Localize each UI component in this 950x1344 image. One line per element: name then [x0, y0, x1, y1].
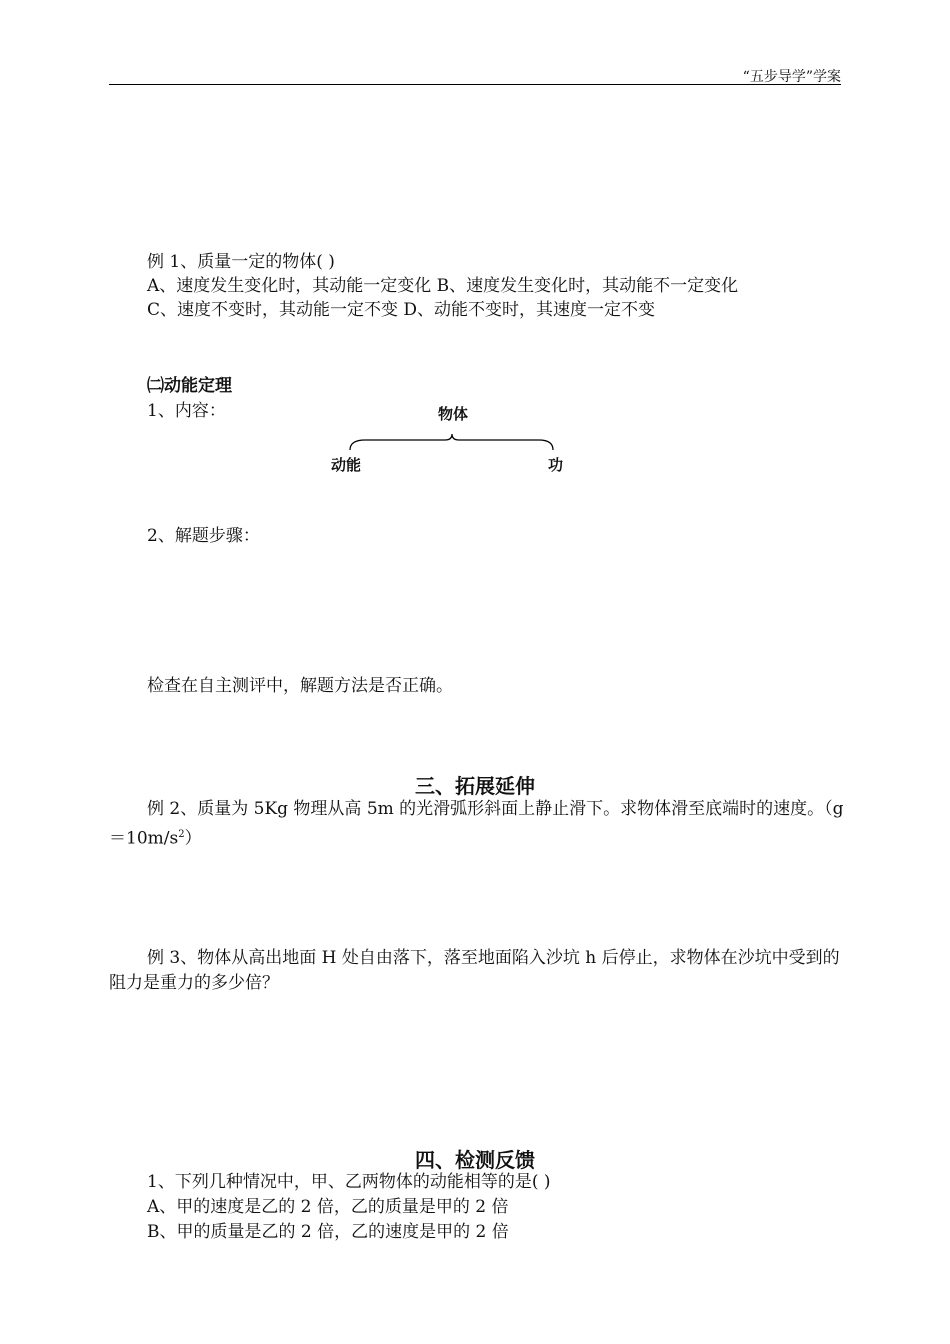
diagram-label-left: 动能 — [331, 456, 362, 474]
header-title: “五步导学”学案 — [742, 69, 841, 85]
section4-title: 四、检测反馈 — [415, 1148, 535, 1172]
section2-item2: 2、解题步骤： — [147, 526, 260, 546]
diagram-label-top: 物体 — [438, 405, 469, 423]
example3-text: 例 3、物体从高出地面 H 处自由落下，落至地面陷入沙坑 h 后停止，求物体在沙坑中受到的阻力是重力的多少倍？ — [109, 948, 840, 993]
example1-question: 例 1、质量一定的物体( ) — [147, 252, 335, 272]
example1-options-cd: C、速度不变时，其动能一定不变 D、动能不变时，其速度一定不变 — [147, 300, 656, 320]
section3-title: 三、拓展延伸 — [415, 774, 535, 798]
diagram-label-right: 功 — [548, 456, 564, 474]
example2-text: 例 2、质量为 5Kg 物理从高 5m 的光滑弧形斜面上静止滑下。求物体滑至底端时的速度。$(g=10m/s^2)$ — [109, 799, 844, 849]
section4-option-b: B、甲的质量是乙的 2 倍，乙的速度是甲的 2 倍 — [147, 1222, 509, 1242]
diagram-brace — [345, 432, 560, 456]
section4-question1: 1、下列几种情况中，甲、乙两物体的动能相等的是( ) — [147, 1172, 551, 1192]
example1-options-ab: A、速度发生变化时，其动能一定变化 B、速度发生变化时，其动能不一定变化 — [147, 276, 739, 296]
section4-option-a: A、甲的速度是乙的 2 倍，乙的质量是甲的 2 倍 — [147, 1197, 509, 1217]
section2-title: ㈡动能定理 — [147, 376, 232, 396]
header-divider — [109, 84, 841, 85]
section2-item1: 1、内容： — [147, 401, 226, 421]
section2-check: 检查在自主测评中，解题方法是否正确。 — [147, 676, 453, 696]
